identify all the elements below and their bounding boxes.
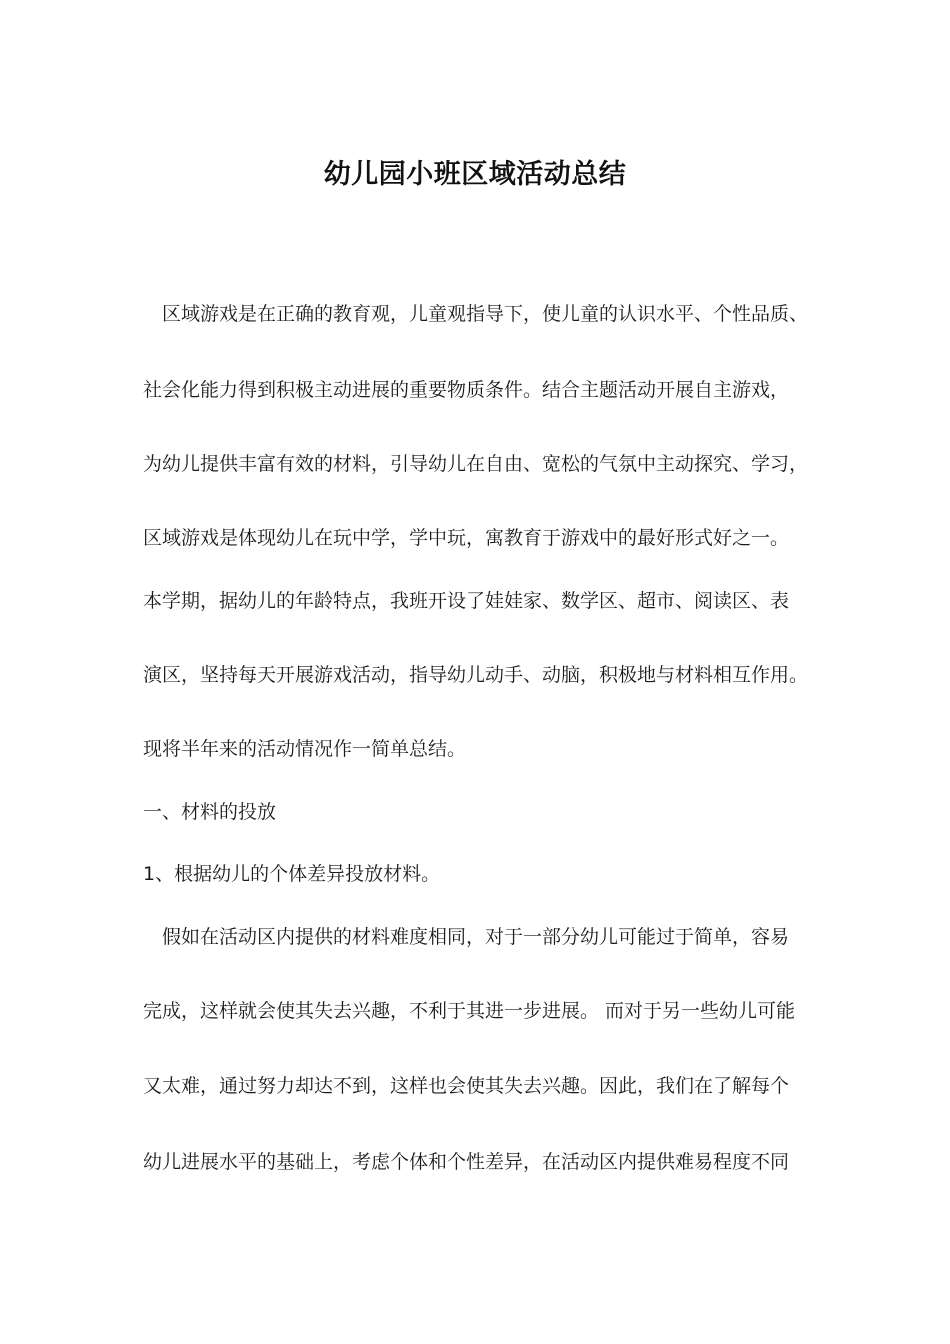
- paragraph-line: 又太难，通过努力却达不到，这样也会使其失去兴趣。因此，我们在了解每个: [143, 1075, 790, 1097]
- paragraph-line: 完成，这样就会使其失去兴趣，不利于其进一步进展。 而对于另一些幼儿可能: [143, 1000, 796, 1022]
- document-title: 幼儿园小班区域活动总结: [323, 159, 627, 190]
- paragraph-line: 社会化能力得到积极主动进展的重要物质条件。结合主题活动开展自主游戏，: [143, 379, 790, 401]
- paragraph-line: 假如在活动区内提供的材料难度相同，对于一部分幼儿可能过于简单，容易: [143, 926, 790, 948]
- paragraph-line: 幼儿进展水平的基础上，考虑个体和个性差异，在活动区内提供难易程度不同: [143, 1151, 790, 1173]
- paragraph-line: 本学期，据幼儿的年龄特点，我班开设了娃娃家、数学区、超市、阅读区、表: [143, 590, 790, 612]
- subsection-heading: 1、根据幼儿的个体差异投放材料。: [143, 863, 441, 885]
- paragraph-line: 为幼儿提供丰富有效的材料，引导幼儿在自由、宽松的气氛中主动探究、学习，: [143, 453, 809, 475]
- paragraph-line: 演区，坚持每天开展游戏活动，指导幼儿动手、动脑，积极地与材料相互作用。: [143, 664, 809, 686]
- paragraph-line: 现将半年来的活动情况作一简单总结。: [143, 738, 467, 760]
- paragraph-line: 区域游戏是体现幼儿在玩中学，学中玩，寓教育于游戏中的最好形式好之一。: [143, 527, 790, 549]
- paragraph-line: 区域游戏是在正确的教育观，儿童观指导下，使儿童的认识水平、个性品质、: [143, 303, 809, 325]
- section-heading: 一、材料的投放: [143, 801, 277, 823]
